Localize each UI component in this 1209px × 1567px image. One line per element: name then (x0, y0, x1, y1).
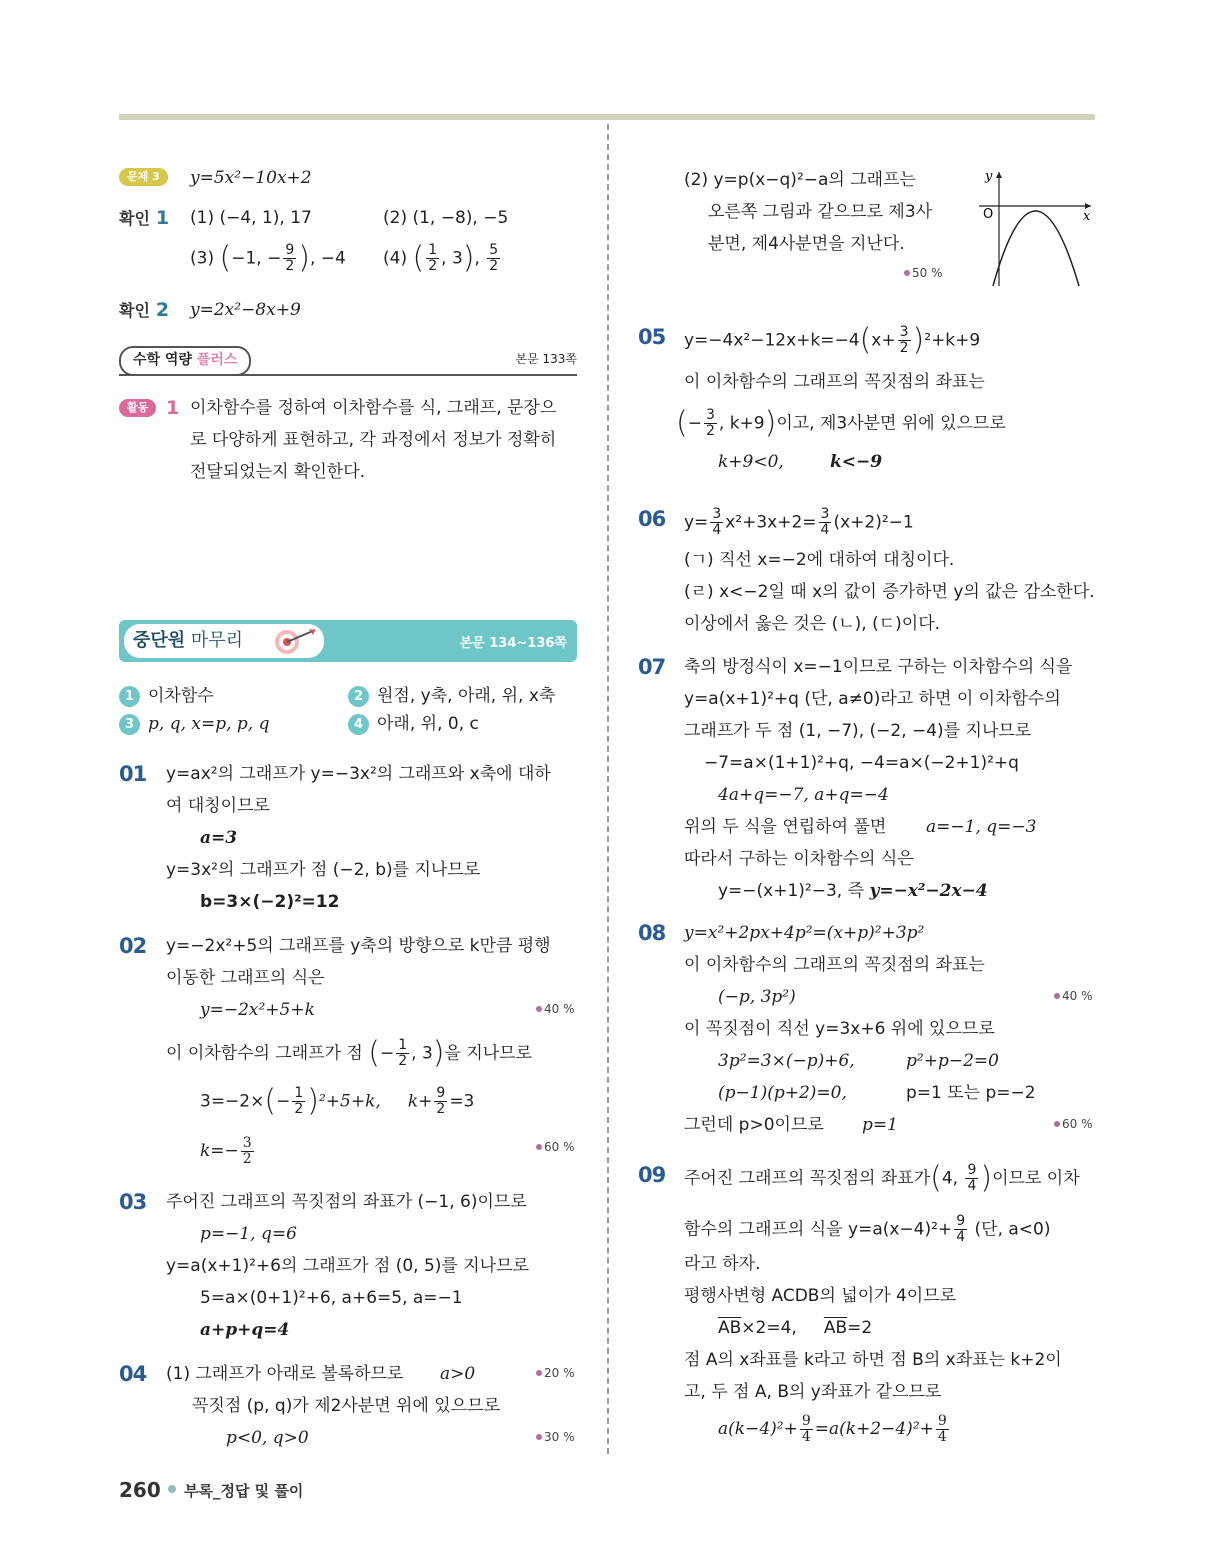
q02-line: 3=−2×(− $\frac{1}{2}$ )²+5+k, k+ $\frac{9}{2}$ =3 (200, 1083, 475, 1119)
q08-line: p=1 (862, 1115, 898, 1135)
q07-line: 4a+q=−7, a+q=−4 (718, 785, 889, 805)
math-plus-header (119, 346, 577, 376)
top-rule (119, 114, 1095, 120)
q07-line: −7=a×(1+1)²+q, −4=a×(−2+1)²+q (704, 753, 1019, 773)
q06-line: y= $\frac{3}{4}$ x²+3x+2= $\frac{3}{4}$ (x+2)²−1 (684, 506, 914, 538)
check2-label: 확인 2 (119, 299, 170, 321)
answer-item: 2 원점, y축, 아래, 위, x축 (348, 684, 555, 708)
activity-tag: 활동 (119, 399, 156, 417)
q08-line: (−p, 3p²) (718, 987, 796, 1007)
check1-a: (1) (−4, 1), 17 (190, 208, 312, 228)
q08-line: 그런데 p>0이므로 (684, 1115, 824, 1135)
q09-line: 점 A의 x좌표를 k라고 하면 점 B의 x좌표는 k+2이 (684, 1350, 1062, 1370)
percent-mark: 50 % (904, 266, 943, 280)
q05-line: (− $\frac{3}{2}$ , k+9)이고, 제3사분면 위에 있으므로 (676, 405, 1006, 441)
q09-line: a(k−4)²+ $\frac{9}{4}$ =a(k+2−4)²+ $\frac{9}{4}$ (718, 1413, 947, 1445)
q03-line: 주어진 그래프의 꼭짓점의 좌표가 (−1, 6)이므로 (166, 1192, 527, 1212)
q07-line: 위의 두 식을 연립하여 풀면 (684, 817, 887, 837)
q04b-line: 오른쪽 그림과 같으므로 제3사 (708, 202, 933, 222)
graph-y-label: y (985, 169, 993, 184)
math-plus-title: 수학 역량 플러스 (119, 346, 251, 376)
section-banner (119, 620, 577, 662)
q02-line: 이동한 그래프의 식은 (166, 968, 325, 988)
q09-line: 평행사변형 ACDB의 넓이가 4이므로 (684, 1286, 957, 1306)
parabola-graph (975, 166, 1095, 290)
q08-line: (p−1)(p+2)=0, (718, 1083, 847, 1103)
q04-line: a>0 (440, 1364, 476, 1384)
question-number: 06 (638, 507, 666, 531)
banner-ref: 본문 134~136쪽 (459, 636, 567, 651)
activity-num: 1 (166, 397, 180, 419)
q06-line: (ㄱ) 직선 x=−2에 대하여 대칭이다. (684, 550, 955, 570)
question-number: 03 (119, 1190, 147, 1214)
answer-item: 3 p, q, x=p, p, q (119, 712, 269, 736)
q08-line: 이 꼭짓점이 직선 y=3x+6 위에 있으므로 (684, 1019, 995, 1039)
question-number: 01 (119, 762, 147, 786)
target-icon (269, 626, 321, 656)
activity-line: 전달되었는지 확인한다. (190, 462, 366, 482)
check1-c: (3) (−1, − $\frac{9}{2}$ ), −4 (190, 240, 346, 276)
q08-line: p=1 또는 p=−2 (906, 1083, 1036, 1103)
q04b-line: (2) y=p(x−q)²−a의 그래프는 (684, 170, 916, 190)
footer-dot (168, 1485, 176, 1493)
check1-b: (2) (1, −8), −5 (383, 208, 509, 228)
percent-mark: 60 % (1054, 1117, 1093, 1131)
q02-line: k=− $\frac{3}{2}$ (200, 1135, 252, 1167)
q07-line: 따라서 구하는 이차함수의 식은 (684, 849, 914, 869)
q09-line: $\overline{AB}\times 2=4$, $\overline{AB}=2$ (718, 1318, 873, 1338)
percent-mark: 60 % (536, 1140, 575, 1154)
percent-mark: 40 % (1054, 989, 1093, 1003)
q08-line: 3p²=3×(−p)+6, (718, 1051, 855, 1071)
activity-line: 로 다양하게 표현하고, 각 과정에서 정보가 정확히 (190, 430, 557, 450)
q08-line: y=x²+2px+4p²=(x+p)²+3p² (684, 923, 925, 943)
graph-x-label: x (1083, 209, 1091, 224)
q07-line: 그래프가 두 점 (1, −7), (−2, −4)를 지나므로 (684, 721, 1032, 741)
q02-line: y=−2x²+5+k (200, 1000, 315, 1020)
answer-item: 1 이차함수 (119, 684, 214, 708)
q08-line: p²+p−2=0 (906, 1051, 999, 1071)
q07-line: y=a(x+1)²+q (단, a≠0)라고 하면 이 이차함수의 (684, 689, 1061, 709)
footer-section: 부록_정답 및 풀이 (184, 1482, 304, 1500)
q01-line: y=3x²의 그래프가 점 (−2, b)를 지나므로 (166, 860, 481, 880)
q09-line: 라고 하자. (684, 1254, 761, 1274)
q09-line: 함수의 그래프의 식을 y=a(x−4)²+ $\frac{9}{4}$ (단, a<0) (684, 1213, 1051, 1245)
column-divider (607, 124, 609, 1454)
answer-item: 4 아래, 위, 0, c (348, 712, 479, 736)
check2-equation: y=2x²−8x+9 (190, 300, 301, 320)
q04-line: (1) 그래프가 아래로 볼록하므로 (166, 1364, 404, 1384)
check1-label: 확인 1 (119, 207, 170, 229)
q04-line: p<0, q>0 (226, 1428, 309, 1448)
percent-mark: 40 % (536, 1002, 575, 1016)
percent-mark: 20 % (536, 1366, 575, 1380)
q03-line: a+p+q=4 (200, 1320, 290, 1340)
q03-line: 5=a×(0+1)²+6, a+6=5, a=−1 (200, 1288, 463, 1308)
q05-line: y=−4x²−12x+k=−4(x+ $\frac{3}{2}$ )²+k+9 (684, 322, 981, 358)
q04-line: 꼭짓점 (p, q)가 제2사분면 위에 있으므로 (192, 1396, 500, 1416)
question-number: 02 (119, 934, 147, 958)
q05-line: 이 이차함수의 그래프의 꼭짓점의 좌표는 (684, 372, 985, 392)
q05-line: k+9<0, (718, 452, 784, 472)
q01-line: b=3×(−2)²=12 (200, 892, 340, 912)
q03-line: y=a(x+1)²+6의 그래프가 점 (0, 5)를 지나므로 (166, 1256, 529, 1276)
activity-line: 이차함수를 정하여 이차함수를 식, 그래프, 문장으 (190, 398, 557, 418)
banner-title: 중단원 마무리 (133, 630, 244, 651)
problem-tag: 문제 3 (119, 168, 168, 186)
question-number: 05 (638, 325, 666, 349)
q06-line: (ㄹ) x<−2일 때 x의 값이 증가하면 y의 값은 감소한다. (684, 582, 1095, 602)
prob3-equation: y=5x²−10x+2 (190, 168, 312, 188)
question-number: 07 (638, 655, 666, 679)
q09-line: 고, 두 점 A, B의 y좌표가 같으므로 (684, 1382, 942, 1402)
q03-line: p=−1, q=6 (200, 1224, 297, 1244)
q04b-line: 분면, 제4사분면을 지난다. (708, 234, 905, 254)
check1-d: (4) ( $\frac{1}{2}$ , 3), $\frac{5}{2}$ (383, 240, 499, 276)
question-number: 09 (638, 1163, 666, 1187)
q08-line: 이 이차함수의 그래프의 꼭짓점의 좌표는 (684, 955, 985, 975)
page-number: 260 (119, 1478, 161, 1502)
q07-line: a=−1, q=−3 (926, 817, 1037, 837)
q01-line: a=3 (200, 828, 238, 848)
question-number: 04 (119, 1362, 147, 1386)
q01-line: 여 대칭이므로 (166, 796, 270, 816)
percent-mark: 30 % (536, 1430, 575, 1444)
q07-line: y=−(x+1)²−3, 즉 y=−x²−2x−4 (718, 881, 988, 901)
q06-line: 이상에서 옳은 것은 (ㄴ), (ㄷ)이다. (684, 614, 941, 634)
q01-line: y=ax²의 그래프가 y=−3x²의 그래프와 x축에 대하 (166, 764, 551, 784)
q07-line: 축의 방정식이 x=−1이므로 구하는 이차함수의 식을 (684, 657, 1073, 677)
math-plus-ref: 본문 133쪽 (515, 352, 577, 366)
q02-line: y=−2x²+5의 그래프를 y축의 방향으로 k만큼 평행 (166, 936, 551, 956)
question-number: 08 (638, 921, 666, 945)
q05-line: k<−9 (830, 452, 883, 472)
q09-line: 주어진 그래프의 꼭짓점의 좌표가(4, $\frac{9}{4}$ )이므로 이차 (684, 1160, 1080, 1196)
graph-origin-label: O (983, 207, 994, 222)
q02-line: 이 이차함수의 그래프가 점 (− $\frac{1}{2}$ , 3)을 지나므로 (166, 1035, 533, 1071)
